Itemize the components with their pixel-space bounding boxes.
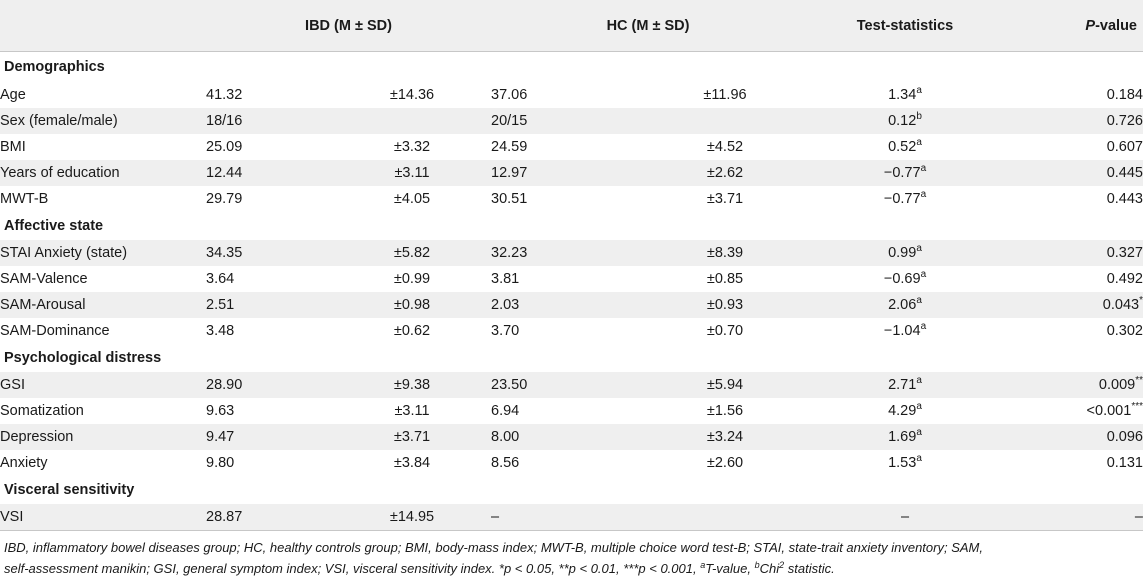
hc-mean: 23.50 [491,372,645,398]
test-superscript: a [916,85,922,96]
table-footnote [4,537,1139,579]
header-blank [0,0,206,52]
test-statistic [805,160,1005,186]
hc-mean: – [491,504,645,531]
table-row [0,266,1143,292]
footnote-line2a: self-assessment manikin; GSI, general symptom index; VSI, visceral sensitivity index. *p < 0.05, **p < 0.01, ***p < 0.001, [4,561,701,576]
test-statistic [805,186,1005,212]
p-value [1005,504,1143,531]
row-label: Somatization [0,403,84,419]
test-value: 0.12 [888,113,917,129]
section-title: Visceral sensitivity [4,482,135,498]
test-statistic [805,266,1005,292]
ibd-mean: 18/16 [206,108,333,134]
test-superscript: a [920,269,927,280]
hc-sd [645,108,805,134]
p-value-text: 0.443 [1106,191,1143,207]
section-row [0,344,1143,372]
ibd-mean: 25.09 [206,139,243,155]
row-label: Depression [0,424,206,450]
p-value [1005,160,1143,186]
row-label: Years of education [0,160,206,186]
p-value-text: 0.726 [1106,113,1143,129]
ibd-mean: 28.90 [206,372,333,398]
test-value: 1.34 [888,87,917,103]
ibd-sd: ±4.05 [393,191,431,207]
p-value-text: – [1134,509,1143,525]
table-row [0,160,1143,186]
test-superscript: a [920,189,927,200]
significance-stars: ** [1135,375,1143,386]
test-value: −0.69 [883,271,921,287]
test-superscript: a [916,375,922,386]
test-superscript: a [916,401,922,412]
ibd-sd: ±3.11 [394,403,430,419]
p-value [1005,82,1143,108]
row-label: MWT-B [0,191,49,207]
hc-mean: 3.70 [491,323,520,339]
test-value: −0.77 [883,191,921,207]
ibd-mean: 28.87 [206,504,333,531]
hc-sd: ±2.62 [645,160,805,186]
p-value [1005,318,1143,344]
p-value-text: 0.184 [1106,87,1143,103]
hc-mean: 6.94 [491,403,520,419]
section-title: Psychological distress [4,350,162,366]
ibd-sd [333,108,491,134]
test-statistic [805,134,1005,160]
test-value: 1.69 [888,429,917,445]
ibd-mean: 34.35 [206,240,333,266]
hc-mean: 3.81 [491,271,520,287]
test-superscript: a [920,163,927,174]
section-row [0,476,1143,504]
hc-mean: 30.51 [491,191,528,207]
hc-sd: ±8.39 [645,240,805,266]
ibd-mean: 9.63 [206,403,235,419]
hc-mean: 8.00 [491,424,645,450]
ibd-sd: ±0.99 [393,271,431,287]
table-row [0,504,1143,531]
hc-mean: 20/15 [491,108,645,134]
hc-sd: ±0.93 [645,292,805,318]
section-title: Demographics [4,59,105,75]
table-row [0,398,1143,424]
p-value [1005,424,1143,450]
p-value [1005,240,1143,266]
ibd-sd: ±3.84 [393,455,431,471]
row-label: Sex (female/male) [0,108,206,134]
test-statistic [805,450,1005,476]
hc-mean: 37.06 [491,87,528,103]
ibd-mean: 9.47 [206,424,333,450]
test-superscript: a [916,137,922,148]
test-statistic [805,398,1005,424]
hc-sd: ±0.85 [706,271,744,287]
footnote-line1: IBD, inflammatory bowel diseases group; HC, healthy controls group; BMI, body-mass index; MWT-B, multiple choice word test-B; STAI, state-trait anxiety inventory; SAM, [4,540,983,555]
p-value [1005,134,1143,160]
p-value [1005,266,1143,292]
section-title: Affective state [4,218,104,234]
table-row [0,372,1143,398]
hc-sd: ±1.56 [706,403,744,419]
row-label: STAI Anxiety (state) [0,240,206,266]
test-value: −1.04 [883,323,921,339]
test-statistic [805,240,1005,266]
header-hc: HC (M ± SD) [491,0,805,52]
footnote-sup-b: b [754,560,760,570]
table-row [0,82,1143,108]
test-statistic [805,424,1005,450]
hc-mean: 32.23 [491,240,645,266]
row-label: VSI [0,504,206,531]
p-value-text: 0.445 [1106,165,1143,181]
p-value-text: 0.327 [1106,245,1143,261]
table-row [0,134,1143,160]
footnote-sup-a: a [700,560,706,570]
ibd-mean: 12.44 [206,160,333,186]
test-statistic [805,372,1005,398]
p-value-text: 0.131 [1106,455,1143,471]
ibd-sd: ±14.95 [333,504,491,531]
table-row [0,450,1143,476]
hc-sd: ±4.52 [706,139,744,155]
ibd-sd: ±3.71 [333,424,491,450]
p-value-text: 0.492 [1106,271,1143,287]
ibd-sd: ±0.62 [393,323,431,339]
hc-sd: ±3.24 [645,424,805,450]
footnote-line2d: statistic. [784,561,835,576]
test-statistic [805,82,1005,108]
test-value: −0.77 [883,165,921,181]
footnote-line2b: T-value, [705,561,755,576]
p-value-text: 0.302 [1106,323,1143,339]
ibd-sd: ±5.82 [333,240,491,266]
header-p-rest: -value [1095,17,1137,34]
p-value [1005,292,1143,318]
ibd-sd: ±3.11 [333,160,491,186]
p-value [1005,186,1143,212]
ibd-sd: ±0.98 [333,292,491,318]
test-value: 4.29 [888,403,917,419]
table-header-row [0,0,1143,52]
p-value-text: 0.607 [1106,139,1143,155]
ibd-sd: ±14.36 [389,87,435,103]
footnote-line2c: Chi [759,561,780,576]
header-p-value [1005,0,1143,52]
hc-sd: ±11.96 [703,87,747,103]
row-label: Anxiety [0,455,48,471]
test-superscript: b [916,111,922,122]
test-statistic [805,318,1005,344]
test-value: 2.06 [888,297,917,313]
table-row [0,292,1143,318]
test-value: 1.53 [888,455,917,471]
test-value: 0.52 [888,139,917,155]
table-body [0,52,1143,531]
ibd-sd: ±9.38 [333,372,491,398]
hc-sd: ±5.94 [645,372,805,398]
row-label: SAM-Dominance [0,323,110,339]
ibd-mean: 3.64 [206,271,235,287]
test-superscript: a [916,243,922,254]
p-value-text: 0.096 [1106,429,1143,445]
hc-sd: ±3.71 [706,191,744,207]
hc-sd: ±0.70 [706,323,744,339]
ibd-mean: 3.48 [206,323,235,339]
p-value [1005,450,1143,476]
test-superscript: a [916,453,922,464]
header-p-italic: P [1085,17,1096,34]
ibd-mean: 29.79 [206,191,243,207]
row-label: GSI [0,372,206,398]
footnote-sup-2: 2 [779,560,785,570]
test-statistic [805,504,1005,531]
table-row [0,240,1143,266]
test-value: 0.99 [888,245,917,261]
p-value-text: 0.009 [1098,377,1136,393]
significance-stars: * [1139,295,1143,306]
test-statistic [805,292,1005,318]
test-value: 2.71 [888,377,917,393]
p-value [1005,372,1143,398]
table-row [0,186,1143,212]
section-row [0,212,1143,240]
table-row [0,424,1143,450]
ibd-mean: 2.51 [206,292,333,318]
test-value: – [900,509,910,525]
hc-mean: 8.56 [491,455,520,471]
row-label: BMI [0,139,26,155]
test-superscript: a [920,321,927,332]
p-value-text: <0.001 [1086,403,1132,419]
row-label: SAM-Valence [0,271,88,287]
ibd-mean: 9.80 [206,455,235,471]
section-row [0,52,1143,83]
hc-sd [645,504,805,531]
p-value-text: 0.043 [1102,297,1140,313]
table-row [0,318,1143,344]
hc-mean: 2.03 [491,292,645,318]
test-superscript: a [916,427,922,438]
test-superscript: a [916,295,922,306]
row-label: SAM-Arousal [0,292,206,318]
ibd-mean: 41.32 [206,87,243,103]
table-row [0,108,1143,134]
p-value [1005,398,1143,424]
ibd-sd: ±3.32 [393,139,431,155]
significance-stars: *** [1131,401,1143,412]
header-ibd: IBD (M ± SD) [206,0,491,52]
row-label: Age [0,87,26,103]
hc-sd: ±2.60 [706,455,744,471]
p-value [1005,108,1143,134]
test-statistic [805,108,1005,134]
header-test-statistics: Test-statistics [805,0,1005,52]
hc-mean: 24.59 [491,139,528,155]
hc-mean: 12.97 [491,160,645,186]
